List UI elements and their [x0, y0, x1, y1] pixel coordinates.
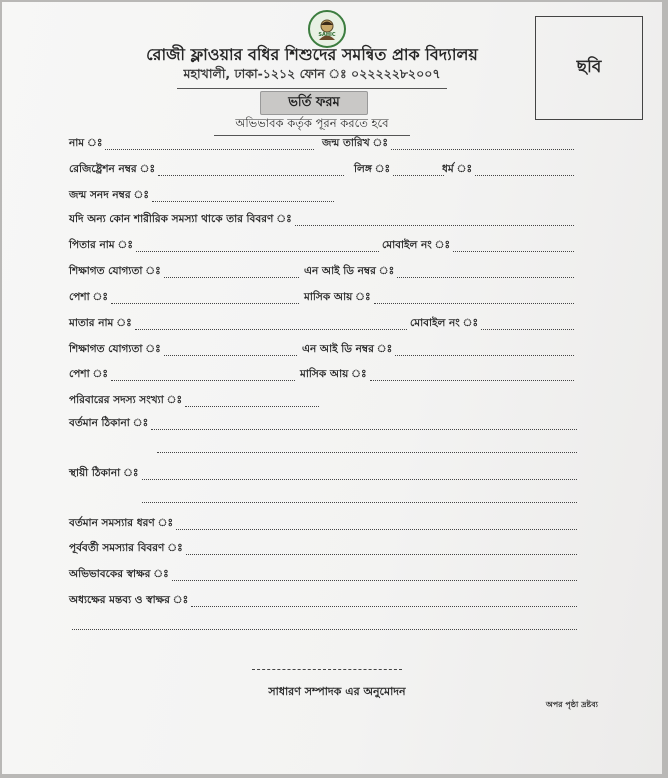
guardian-signature-field[interactable]: [69, 568, 577, 584]
mother-nid-field[interactable]: [302, 343, 574, 359]
principal-signature-label: অধ্যক্ষের মন্তব্য ও স্বাক্ষর ঃ: [69, 594, 189, 606]
father-income-label: মাসিক আয় ঃ: [304, 291, 371, 303]
father-occupation-label: পেশা ঃ: [69, 291, 108, 303]
form-subtitle: অভিভাবক কর্তৃক পূরন করতে হবে: [192, 115, 432, 134]
previous-problem-label: পূর্ববর্তী সমস্যার বিবরণ ঃ: [69, 542, 183, 554]
current-problem-field[interactable]: [69, 517, 577, 533]
photo-label: ছবি: [576, 57, 602, 77]
father-occupation-field[interactable]: [69, 291, 299, 307]
photo-box: [535, 16, 643, 120]
father-income-field[interactable]: [304, 291, 574, 307]
admission-form-page: [2, 2, 662, 774]
dob-label: জন্ম তারিখ ঃ: [322, 137, 388, 149]
mother-occupation-label: পেশা ঃ: [69, 368, 108, 380]
logo-text: SAHIC: [318, 32, 336, 38]
mother-education-field[interactable]: [69, 343, 297, 359]
registration-field[interactable]: [69, 163, 344, 179]
father-name-label: পিতার নাম ঃ: [69, 239, 133, 251]
approval-signature-line: [252, 669, 402, 670]
mother-education-label: শিক্ষাগত যোগ্যতা ঃ: [69, 343, 161, 355]
please-turn-over-note: অপর পৃষ্ঠা দ্রষ্টব্য: [545, 700, 598, 709]
permanent-address-line-2[interactable]: [142, 501, 577, 503]
father-name-field[interactable]: [69, 239, 379, 255]
school-name: রোজী ফ্লাওয়ার বধির শিশুদের সমন্বিত প্রাক বিদ্যালয়: [146, 45, 478, 64]
father-education-label: শিক্ষাগত যোগ্যতা ঃ: [69, 265, 161, 277]
name-field[interactable]: [69, 137, 314, 153]
name-label: নাম ঃ: [69, 137, 103, 149]
gender-label: লিঙ্গ ঃ: [354, 163, 391, 175]
registration-label: রেজিষ্ট্রেশন নম্বর ঃ: [69, 163, 156, 175]
logo-emblem-icon: [312, 14, 342, 44]
present-address-label: বর্তমান ঠিকানা ঃ: [69, 417, 149, 429]
permanent-address-label: স্থায়ী ঠিকানা ঃ: [69, 467, 139, 479]
present-address-field[interactable]: [69, 417, 577, 433]
dob-field[interactable]: [322, 137, 574, 153]
current-problem-label: বর্তমান সমস্যার ধরণ ঃ: [69, 517, 174, 529]
religion-field[interactable]: [442, 163, 574, 179]
present-address-line-2[interactable]: [157, 451, 577, 453]
approval-label: সাধারণ সম্পাদক এর অনুমোদন: [268, 685, 406, 698]
mother-nid-label: এন আই ডি নম্বর ঃ: [302, 343, 393, 355]
permanent-address-field[interactable]: [69, 467, 577, 483]
disability-label: যদি অন্য কোন শারীরিক সমস্যা থাকে তার বিবরণ ঃ: [69, 213, 292, 225]
religion-label: ধর্ম ঃ: [442, 163, 473, 175]
form-title: ভর্তি ফরম: [260, 91, 368, 115]
principal-signature-field[interactable]: [69, 594, 577, 610]
disability-field[interactable]: [69, 213, 574, 229]
mother-occupation-field[interactable]: [69, 368, 295, 384]
father-nid-label: এন আই ডি নম্বর ঃ: [304, 265, 395, 277]
mother-income-label: মাসিক আয় ঃ: [300, 368, 367, 380]
mother-name-field[interactable]: [69, 317, 407, 333]
guardian-signature-label: অভিভাবকের স্বাক্ষর ঃ: [69, 568, 169, 580]
school-address: মহাখালী, ঢাকা-১২১২ ফোন ঃ ০২২২২২৮২০০৭: [152, 66, 472, 86]
family-members-label: পরিবারের সদস্য সংখ্যা ঃ: [69, 394, 183, 406]
father-mobile-field[interactable]: [382, 239, 574, 255]
father-nid-field[interactable]: [304, 265, 574, 281]
gender-field[interactable]: [354, 163, 444, 179]
family-members-field[interactable]: [69, 394, 319, 410]
father-education-field[interactable]: [69, 265, 299, 281]
mother-name-label: মাতার নাম ঃ: [69, 317, 132, 329]
mother-income-field[interactable]: [300, 368, 574, 384]
mother-mobile-field[interactable]: [410, 317, 574, 333]
mother-mobile-label: মোবাইল নং ঃ: [410, 317, 479, 329]
birth-cert-label: জন্ম সনদ নম্বর ঃ: [69, 189, 149, 201]
birth-cert-field[interactable]: [69, 189, 334, 205]
father-mobile-label: মোবাইল নং ঃ: [382, 239, 451, 251]
principal-comment-line-2[interactable]: [72, 628, 577, 630]
previous-problem-field[interactable]: [69, 542, 577, 558]
